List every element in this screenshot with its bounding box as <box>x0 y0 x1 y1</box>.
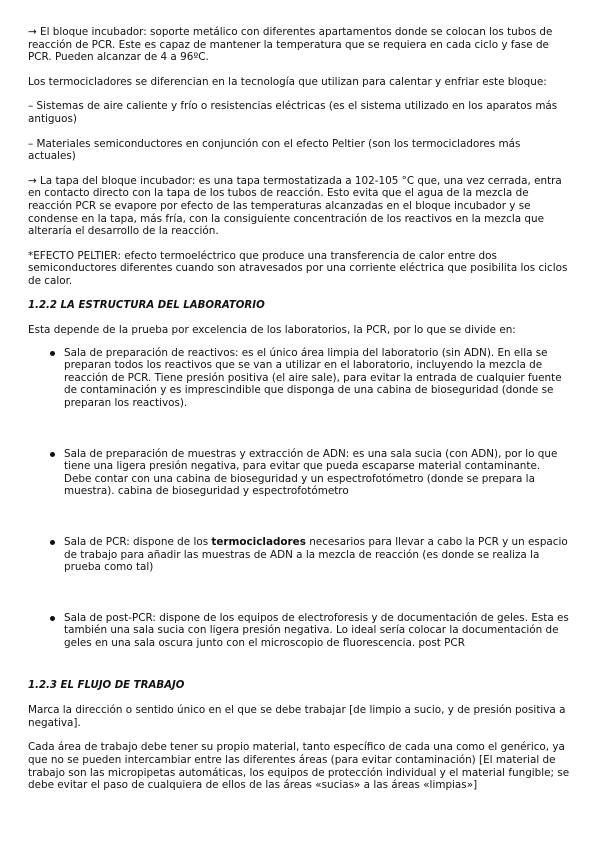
list-item-text: Sala de preparación de muestras y extracción de ADN: es una sala sucia (con ADN), por lo que tiene una ligera presión negativa, para evitar que pueda escaparse material contaminante. Debe contar con una cabina de bioseguridad y un espectrofotómetro (donde se prepara la muestra). cabina de bioseguridad y espectrofotómetro <box>64 447 558 498</box>
bullet-icon <box>50 540 55 545</box>
bullet-icon <box>50 452 55 457</box>
paragraph-flujo-direccion: Marca la dirección o sentido único en el que se debe trabajar [de limpio a sucio, y de presión positiva a negativa]. <box>28 704 566 729</box>
paragraph-efecto-peltier: *EFECTO PELTIER: efecto termoeléctrico que produce una transferencia de calor entre dos semiconductores diferentes cuando son atravesados por una corriente eléctrica que posibilita los ciclos de calor. <box>28 249 568 287</box>
paragraph-bloque-incubador: → El bloque incubador: soporte metálico con diferentes apartamentos donde se colocan los tubos de reacción de PCR. Este es capaz de mantener la temperatura que se requiera en cada ciclo y fase de PCR. Pueden alcanzar de 4 a 96ºC. <box>28 26 553 64</box>
section-heading-estructura: 1.2.2 LA ESTRUCTURA DEL LABORATORIO <box>28 299 265 311</box>
bullet-icon <box>50 351 55 356</box>
paragraph-flujo-material: Cada área de trabajo debe tener su propio material, tanto específico de cada una como el genérico, ya que no se pueden intercambiar entre las diferentes áreas (para evitar contaminación) [El material de trabajo son las micropipetas automáticas, los equipos de protección individual y el material fungible; se debe evitar el paso de cualquiera de ellos de las áreas «sucias» a las áreas «limpias»] <box>28 741 570 792</box>
list-item-sala-muestras <box>50 448 570 498</box>
paragraph-termocicladores-tecnologia: Los termocicladores se diferencian en la tecnología que utilizan para calentar y enfriar este bloque: <box>28 75 547 88</box>
section-heading-flujo: 1.2.3 EL FLUJO DE TRABAJO <box>28 679 185 691</box>
lab-rooms-list <box>28 347 570 650</box>
list-item-text: Sala de post-PCR: dispone de los equipos de electroforesis y de documentación de geles. Esta es también una sala sucia con ligera presión negativa. Lo ideal sería colocar la documentación de geles en una sala oscura junto con el microscopio de fluorescencia. post PCR <box>64 611 569 649</box>
list-item-sala-post-pcr <box>50 612 570 650</box>
paragraph-tapa-bloque: → La tapa del bloque incubador: es una tapa termostatizada a 102-105 °C que, una vez cerrada, entra en contacto directo con la tapa de los tubos de reacción. Esto evita que el agua de la mezcla de reacción PCR se evapore por efecto de las temperaturas alcanzadas en el bloque incubador y se condense en la tapa, más fría, con la consiguiente concentración de los reactivos en la mezcla que alteraría el desarrollo de la reacción. <box>28 174 562 238</box>
paragraph-materiales-semiconductores: – Materiales semiconductores en conjunción con el efecto Peltier (son los termocicladores más actuales) <box>28 137 521 163</box>
list-item-text: Sala de preparación de reactivos: es el único área limpia del laboratorio (sin ADN). En ella se preparan todos los reactivos que se van a utilizar en el laboratorio, incluyendo la mezcla de reacción de PCR. Tiene presión positiva (el aire sale), para evitar la entrada de cualquier fuente de contaminación y es imprescindible que disponga de una cabina de bioseguridad (donde se preparan los reactivos). <box>64 346 562 410</box>
list-item-sala-pcr <box>50 536 570 574</box>
bullet-icon <box>50 616 55 621</box>
paragraph-sistemas-aire: – Sistemas de aire caliente y frío o resistencias eléctricas (es el sistema utilizado en los aparatos más antiguos) <box>28 100 558 125</box>
list-item-text-after: necesarios para llevar a cabo la PCR y un espacio de trabajo para añadir las muestras de ADN a la mezcla de reacción (es donde se realiza la prueba como tal) <box>64 536 568 574</box>
paragraph-estructura-intro: Esta depende de la prueba por excelencia de los laboratorios, la PCR, por lo que se divide en: <box>28 324 516 337</box>
list-item-text-before: Sala de PCR: dispone de los <box>64 536 212 549</box>
list-item-text-bold: termocicladores <box>211 536 306 549</box>
list-item-sala-reactivos <box>50 347 570 410</box>
